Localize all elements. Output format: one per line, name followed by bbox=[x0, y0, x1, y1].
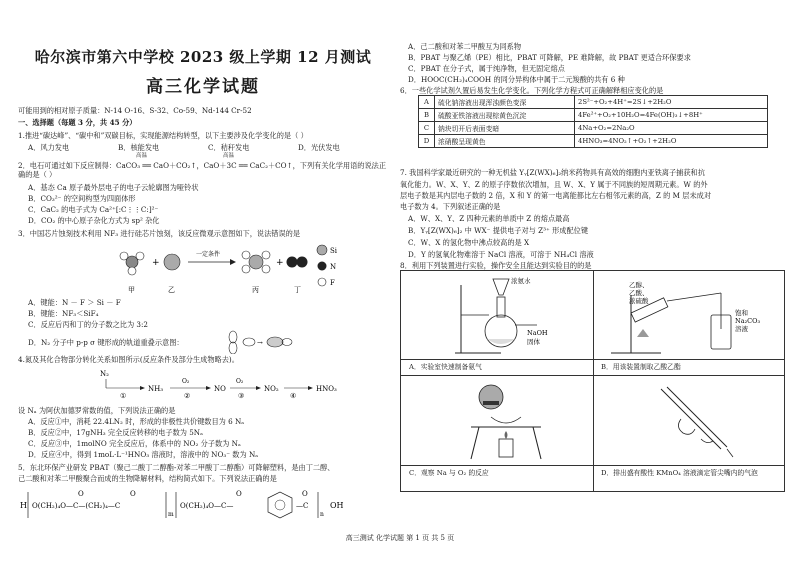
q4-option-a: A．反应①中，消耗 22.4LN₂ 时，形成的非极性共价键数目为 6 Nₐ bbox=[28, 417, 245, 426]
section-heading: 一、选择题（每题 3 分，共 45 分） bbox=[18, 118, 137, 127]
oxidant-1: O₂ bbox=[182, 378, 190, 385]
atomic-masses: 可能用到的相对原子质量：N-14 O-16、S-32、Co-59、Nd-144 Cr-52 bbox=[18, 106, 252, 115]
molecule-n2 bbox=[287, 257, 308, 268]
chain-nh3: NH₃ bbox=[148, 385, 164, 393]
chain-no: NO bbox=[214, 385, 226, 393]
q1-option-d: D．光伏发电 bbox=[298, 143, 340, 152]
svg-text:+: + bbox=[276, 258, 284, 268]
q5-option-b: B．PBAT 与聚乙烯（PE）相比，PBAT 可降解，PE 难降解，故 PBAT 更适合环保要求 bbox=[408, 53, 691, 62]
apparatus-a-ammonia bbox=[441, 275, 581, 357]
q4-stem: 4.氮及其化合物部分转化关系如图所示(反应条件及部分生成物略去)。 bbox=[18, 355, 239, 364]
apparatus-b-ethyl-acetate bbox=[601, 275, 781, 357]
atom-si bbox=[164, 254, 180, 270]
q1-option-a: A．风力发电 bbox=[28, 143, 70, 152]
q2-option-d: D．CO₂ 的中心原子杂化方式为 sp² 杂化 bbox=[28, 216, 160, 225]
table-row bbox=[419, 96, 768, 109]
q1-option-b: B．核能发电 bbox=[118, 143, 160, 152]
legend-f-icon bbox=[318, 278, 326, 286]
oxidant-2: O₂ bbox=[236, 378, 244, 385]
svg-text:O(CH₂)₄O—C—(CH₂)₄—C: O(CH₂)₄O—C—(CH₂)₄—C bbox=[32, 502, 121, 510]
molecule-nf3 bbox=[120, 252, 144, 275]
apparatus-d-burette bbox=[641, 379, 751, 463]
benzene-ring bbox=[268, 492, 292, 518]
label-solid: 固体 bbox=[527, 338, 540, 346]
table-cell: 2S²⁻+O₂+4H⁺=2S↓+2H₂O bbox=[575, 96, 768, 109]
q7-option-c: C．W、X 的氢化物中沸点较高的是 X bbox=[408, 238, 530, 247]
table-cell: 4Fe²⁺+O₂+10H₂O=4Fe(OH)₃↓+8H⁺ bbox=[575, 109, 768, 122]
svg-text:—C: —C bbox=[296, 502, 309, 510]
step-2: ② bbox=[184, 392, 191, 400]
caption-a: A．实验室快速制备氨气 bbox=[409, 363, 482, 371]
label-acetic-acid: 乙酸、 bbox=[629, 289, 649, 297]
q2-condition-2: 高温 bbox=[223, 153, 235, 159]
q7-option-b: B．Yᵧ[Z(WX)₆]₂ 中 WX⁻ 提供电子对与 Z³⁺ 形成配位键 bbox=[408, 226, 589, 235]
label-conc-ammonia: 浓氨水 bbox=[511, 277, 531, 285]
table-cell: 浓硝酸呈现黄色 bbox=[435, 135, 575, 148]
q5-option-c: C．PBAT 在分子式，属于纯净物，但无固定熔点 bbox=[408, 64, 565, 73]
reaction-condition: 一定条件 bbox=[196, 251, 221, 258]
caption-d: D．排出盛有酸性 KMnO₄ 溶液滴定管尖嘴内的气泡 bbox=[601, 469, 758, 477]
svg-text:→: → bbox=[257, 339, 263, 347]
q1-stem: 1.推进“碳达峰”、“碳中和”双碳目标，实现能源结构转型，以下主要涉及化学变化的是（ ） bbox=[18, 131, 308, 140]
q5-stem-line1: 5．东北环保产业研发 PBAT（聚己二酸丁二醇酯-对苯二甲酸丁二醇酯）可降解塑料，是由丁二醇、 bbox=[18, 463, 335, 472]
q1-option-c: C．秸秆发电 bbox=[208, 143, 250, 152]
q3-option-c: C．反应后丙和丁的分子数之比为 3:2 bbox=[28, 320, 148, 329]
step-1: ① bbox=[120, 392, 127, 400]
svg-text:O: O bbox=[130, 490, 136, 498]
q8-apparatus-grid bbox=[400, 270, 785, 492]
q3-option-a: A．键能：N － F ＞ Si － F bbox=[28, 298, 121, 307]
legend-n-icon bbox=[318, 262, 327, 271]
svg-text:O: O bbox=[78, 490, 84, 498]
table-cell: C bbox=[419, 122, 435, 135]
exam-title: 哈尔滨市第六中学校 2023 级上学期 12 月测试 bbox=[34, 48, 372, 66]
chain-hno3: HNO₃ bbox=[316, 385, 337, 393]
q7-line2: 氧化能力。W、X、Y、Z 的原子序数依次增加，且 W、X、Y 属于不同族的短周期元素。W 的外 bbox=[400, 180, 708, 189]
table-cell: D bbox=[419, 135, 435, 148]
caption-c: C．观察 Na 与 O₂ 的反应 bbox=[409, 469, 489, 477]
svg-text:O(CH₂)₄O—C—: O(CH₂)₄O—C— bbox=[180, 502, 234, 510]
q3-option-b: B．键能：NF₃＜SiF₄ bbox=[28, 309, 99, 318]
q7-line3: 层电子数是其内层电子数的 2 倍，X 和 Y 的第一电离能都比左右相邻元素的高，Z 的 M 层未成对 bbox=[400, 191, 712, 200]
step-4: ④ bbox=[290, 392, 297, 400]
q7-line4: 电子数为 4。下列叙述正确的是 bbox=[400, 202, 501, 211]
label-saturated: 饱和 bbox=[735, 309, 748, 317]
label-sulfuric: 浓硫酸 bbox=[629, 297, 649, 305]
q7-option-a: A．W、X、Y、Z 四种元素的单质中 Z 的熔点最高 bbox=[408, 214, 570, 223]
q2-option-b: B．CO₃²⁻ 的空间构型为四面体形 bbox=[28, 194, 136, 203]
q4-given: 设 Nₐ 为阿伏加德罗常数的值，下列说法正确的是 bbox=[18, 406, 176, 415]
q8-stem: 8．利用下列装置进行实验，操作安全且能达到实验目的的是 bbox=[400, 261, 592, 270]
step-3: ③ bbox=[238, 392, 245, 400]
apparatus-c-sodium-oxygen bbox=[461, 379, 551, 463]
svg-text:+: + bbox=[152, 258, 160, 268]
q2-condition-1: 高温 bbox=[136, 153, 148, 159]
q4-option-d: D．反应④中，得到 1moL·L⁻¹HNO₃ 溶液时，溶液中的 NO₃⁻ 数为 Nₐ bbox=[28, 450, 259, 459]
exam-subtitle: 高三化学试题 bbox=[146, 77, 260, 97]
p-p-sigma-overlap-diagram bbox=[223, 330, 293, 354]
table-cell: A bbox=[419, 96, 435, 109]
q6-table bbox=[418, 95, 768, 148]
q2-option-c: C．CaC₂ 的电子式为 Ca²⁺[:C⋮⋮C:]²⁻ bbox=[28, 205, 159, 214]
observer-head-icon bbox=[479, 385, 503, 409]
q7-option-d: D．Y 的氢氧化物难溶于 NaCl 溶液，可溶于 NH₄Cl 溶液 bbox=[408, 250, 594, 259]
svg-text:n: n bbox=[320, 511, 324, 518]
label-ding: 丁 bbox=[294, 286, 301, 294]
q5-stem-line2: 己二酸和对苯二甲酸聚合而成的生物降解材料，结构简式如下。下列说法正确的是 bbox=[18, 474, 277, 483]
q3-stem: 3．中国芯片蚀刻技术利用 NF₃ 进行硅芯片蚀刻，该反应微观示意图如下，说法错误的是 bbox=[18, 229, 301, 238]
formula-h: H bbox=[20, 501, 27, 510]
q7-line1: 7. 我国科学家最近研究的一种无机盐 Yᵧ[Z(WX)₆]₂纳米药物具有高效的细胞内亚铁离子捕获和抗 bbox=[400, 168, 705, 177]
chain-no2: NO₂ bbox=[264, 385, 279, 393]
label-ethanol: 乙醇、 bbox=[629, 281, 649, 289]
table-row bbox=[419, 122, 768, 135]
hand-icon bbox=[678, 419, 695, 434]
q4-option-c: C．反应③中，1molNO 完全反应后，体系中的 NO₂ 分子数为 Nₐ bbox=[28, 439, 241, 448]
pbat-structural-formula bbox=[18, 486, 388, 526]
caption-b: B．用该装置制取乙酸乙酯 bbox=[601, 363, 681, 371]
label-solution: 溶液 bbox=[735, 325, 748, 333]
table-cell: 4HNO₃=4NO₂↑+O₂↑+2H₂O bbox=[575, 135, 768, 148]
table-cell: 4Na+O₂=2Na₂O bbox=[575, 122, 768, 135]
page-footer: 高三测试 化学试题 第 1 页 共 5 页 bbox=[345, 534, 455, 542]
table-row bbox=[419, 135, 768, 148]
label-yi: 乙 bbox=[168, 286, 175, 294]
table-cell: 硫化钠溶液出现浑浊颜色变深 bbox=[435, 96, 575, 109]
table-cell: 硫酸亚铁溶液出现棕黄色沉淀 bbox=[435, 109, 575, 122]
legend-f-label: F bbox=[330, 279, 335, 287]
formula-oh: OH bbox=[330, 501, 344, 510]
legend-si-icon bbox=[317, 245, 327, 255]
molecule-sif4 bbox=[242, 251, 270, 273]
label-jia: 甲 bbox=[128, 286, 135, 294]
label-naoh: NaOH bbox=[527, 329, 548, 337]
q6-stem: 6．一些化学试剂久置后易发生化学变化。下列化学方程式可正确解释相应变化的是 bbox=[400, 86, 664, 95]
chain-n2: N₂ bbox=[100, 370, 109, 378]
q4-option-b: B．反应②中，17gNH₃ 完全反应转移的电子数为 5Nₐ bbox=[28, 428, 203, 437]
legend-n-label: N bbox=[330, 263, 337, 271]
q5-option-a: A．己二酸和对苯二甲酸互为同系物 bbox=[408, 42, 522, 51]
q5-option-d: D．HOOC(CH₂)₄COOH 的同分异构体中属于二元羧酸的共有 6 种 bbox=[408, 75, 625, 84]
svg-text:m: m bbox=[168, 511, 174, 518]
table-row bbox=[419, 109, 768, 122]
q3-reaction-diagram bbox=[118, 240, 358, 298]
table-cell: B bbox=[419, 109, 435, 122]
table-cell: 钠块切开后表面变暗 bbox=[435, 122, 575, 135]
q2-option-a: A．基态 Ca 原子最外层电子的电子云轮廓图为哑铃状 bbox=[28, 183, 199, 192]
q3-option-d: D．N₂ 分子中 p-p σ 键形成的轨道重叠示意图： bbox=[28, 338, 184, 347]
legend-si-label: Si bbox=[330, 247, 338, 255]
svg-text:O: O bbox=[236, 490, 242, 498]
q2-stem: 2．电石可通过如下反应制得：CaCO₃ ══ CaO＋CO₂↑，CaO＋3C ══ CaC₂＋CO↑，下列有关化学用语的说法正确的是（ ） bbox=[18, 161, 387, 179]
label-bing: 丙 bbox=[252, 286, 259, 294]
svg-text:O: O bbox=[302, 490, 308, 498]
q4-nitrogen-chain bbox=[98, 364, 358, 406]
label-na2co3: Na₂CO₃ bbox=[735, 317, 761, 325]
